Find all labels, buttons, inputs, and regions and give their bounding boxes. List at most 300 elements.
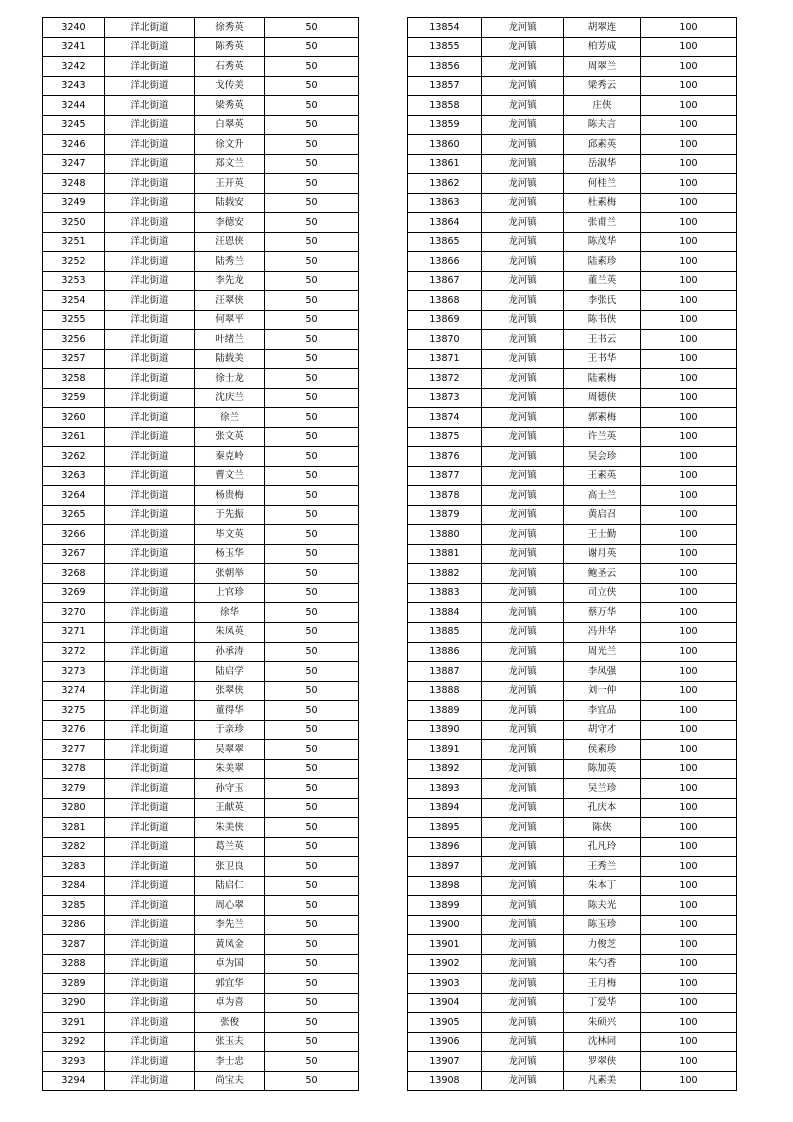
table-row (43, 252, 359, 272)
amount-cell: 50 (265, 876, 359, 896)
name-cell: 李凤强 (564, 662, 641, 682)
name-cell: 石秀英 (195, 57, 265, 77)
region-cell: 龙河镇 (482, 564, 564, 584)
serial-number-cell: 3291 (43, 1013, 105, 1033)
name-cell: 董兰英 (564, 271, 641, 291)
table-row (43, 857, 359, 877)
name-cell: 于先振 (195, 505, 265, 525)
serial-number-cell: 3241 (43, 37, 105, 57)
amount-cell: 50 (265, 486, 359, 506)
region-cell: 龙河镇 (482, 779, 564, 799)
table-row (408, 115, 737, 135)
serial-number-cell: 13872 (408, 369, 482, 389)
amount-cell: 50 (265, 1052, 359, 1072)
region-cell: 洋北街道 (105, 603, 195, 623)
region-cell: 洋北街道 (105, 818, 195, 838)
serial-number-cell: 13894 (408, 798, 482, 818)
table-row (43, 935, 359, 955)
table-row (43, 876, 359, 896)
name-cell: 沈林同 (564, 1032, 641, 1052)
region-cell: 龙河镇 (482, 18, 564, 38)
region-cell: 龙河镇 (482, 876, 564, 896)
name-cell: 王开英 (195, 174, 265, 194)
name-cell: 梁秀英 (195, 96, 265, 116)
name-cell: 吴会珍 (564, 447, 641, 467)
amount-cell: 50 (265, 330, 359, 350)
name-cell: 邱素英 (564, 135, 641, 155)
region-cell: 洋北街道 (105, 993, 195, 1013)
serial-number-cell: 3276 (43, 720, 105, 740)
serial-number-cell: 3260 (43, 408, 105, 428)
amount-cell: 100 (641, 603, 737, 623)
region-cell: 龙河镇 (482, 37, 564, 57)
amount-cell: 100 (641, 18, 737, 38)
amount-cell: 100 (641, 544, 737, 564)
table-row (43, 154, 359, 174)
region-cell: 龙河镇 (482, 798, 564, 818)
region-cell: 洋北街道 (105, 486, 195, 506)
name-cell: 王士勤 (564, 525, 641, 545)
serial-number-cell: 3259 (43, 388, 105, 408)
serial-number-cell: 13868 (408, 291, 482, 311)
left-roster-body (43, 18, 359, 1091)
amount-cell: 50 (265, 818, 359, 838)
amount-cell: 100 (641, 115, 737, 135)
amount-cell: 50 (265, 603, 359, 623)
table-row (408, 271, 737, 291)
name-cell: 柏芳成 (564, 37, 641, 57)
name-cell: 陆载安 (195, 193, 265, 213)
serial-number-cell: 13861 (408, 154, 482, 174)
table-row (43, 349, 359, 369)
amount-cell: 100 (641, 96, 737, 116)
table-row (43, 662, 359, 682)
table-row (408, 544, 737, 564)
serial-number-cell: 13856 (408, 57, 482, 77)
table-row (408, 837, 737, 857)
right-roster-table (407, 17, 737, 1091)
name-cell: 郑文兰 (195, 154, 265, 174)
serial-number-cell: 3272 (43, 642, 105, 662)
name-cell: 杨玉华 (195, 544, 265, 564)
serial-number-cell: 3283 (43, 857, 105, 877)
table-row (408, 466, 737, 486)
name-cell: 秦克岭 (195, 447, 265, 467)
amount-cell: 100 (641, 818, 737, 838)
name-cell: 胡翠连 (564, 18, 641, 38)
region-cell: 龙河镇 (482, 252, 564, 272)
region-cell: 龙河镇 (482, 1032, 564, 1052)
serial-number-cell: 3290 (43, 993, 105, 1013)
serial-number-cell: 13887 (408, 662, 482, 682)
amount-cell: 100 (641, 798, 737, 818)
amount-cell: 50 (265, 252, 359, 272)
serial-number-cell: 3286 (43, 915, 105, 935)
serial-number-cell: 13881 (408, 544, 482, 564)
serial-number-cell: 13860 (408, 135, 482, 155)
name-cell: 孔凡玲 (564, 837, 641, 857)
amount-cell: 100 (641, 388, 737, 408)
serial-number-cell: 13907 (408, 1052, 482, 1072)
region-cell: 洋北街道 (105, 427, 195, 447)
amount-cell: 50 (265, 310, 359, 330)
serial-number-cell: 13902 (408, 954, 482, 974)
region-cell: 龙河镇 (482, 408, 564, 428)
serial-number-cell: 3273 (43, 662, 105, 682)
name-cell: 李先兰 (195, 915, 265, 935)
serial-number-cell: 3250 (43, 213, 105, 233)
name-cell: 李德安 (195, 213, 265, 233)
serial-number-cell: 13885 (408, 622, 482, 642)
region-cell: 洋北街道 (105, 779, 195, 799)
amount-cell: 100 (641, 662, 737, 682)
serial-number-cell: 3263 (43, 466, 105, 486)
table-row (408, 740, 737, 760)
serial-number-cell: 3294 (43, 1071, 105, 1091)
serial-number-cell: 3279 (43, 779, 105, 799)
serial-number-cell: 13900 (408, 915, 482, 935)
name-cell: 岳淑华 (564, 154, 641, 174)
amount-cell: 100 (641, 291, 737, 311)
serial-number-cell: 13876 (408, 447, 482, 467)
name-cell: 毕文英 (195, 525, 265, 545)
table-row (43, 915, 359, 935)
amount-cell: 50 (265, 779, 359, 799)
serial-number-cell: 3253 (43, 271, 105, 291)
name-cell: 汪翠侠 (195, 291, 265, 311)
serial-number-cell: 3288 (43, 954, 105, 974)
region-cell: 洋北街道 (105, 662, 195, 682)
table-row (43, 798, 359, 818)
table-row (43, 759, 359, 779)
table-row (43, 837, 359, 857)
region-cell: 洋北街道 (105, 349, 195, 369)
amount-cell: 100 (641, 681, 737, 701)
name-cell: 朱本丁 (564, 876, 641, 896)
amount-cell: 100 (641, 857, 737, 877)
amount-cell: 50 (265, 193, 359, 213)
serial-number-cell: 3287 (43, 935, 105, 955)
table-row (408, 779, 737, 799)
region-cell: 洋北街道 (105, 701, 195, 721)
region-cell: 洋北街道 (105, 544, 195, 564)
table-row (43, 271, 359, 291)
amount-cell: 50 (265, 740, 359, 760)
serial-number-cell: 13892 (408, 759, 482, 779)
serial-number-cell: 3282 (43, 837, 105, 857)
name-cell: 上官珍 (195, 583, 265, 603)
table-row (43, 642, 359, 662)
name-cell: 鲍圣云 (564, 564, 641, 584)
name-cell: 朱美翠 (195, 759, 265, 779)
region-cell: 洋北街道 (105, 915, 195, 935)
name-cell: 陈书侠 (564, 310, 641, 330)
serial-number-cell: 3285 (43, 896, 105, 916)
serial-number-cell: 13899 (408, 896, 482, 916)
region-cell: 龙河镇 (482, 720, 564, 740)
table-row (43, 135, 359, 155)
amount-cell: 100 (641, 76, 737, 96)
amount-cell: 100 (641, 837, 737, 857)
serial-number-cell: 3242 (43, 57, 105, 77)
serial-number-cell: 13908 (408, 1071, 482, 1091)
region-cell: 洋北街道 (105, 18, 195, 38)
amount-cell: 50 (265, 96, 359, 116)
serial-number-cell: 3262 (43, 447, 105, 467)
serial-number-cell: 13882 (408, 564, 482, 584)
table-row (43, 603, 359, 623)
amount-cell: 50 (265, 974, 359, 994)
amount-cell: 50 (265, 935, 359, 955)
amount-cell: 100 (641, 271, 737, 291)
table-row (408, 935, 737, 955)
amount-cell: 100 (641, 740, 737, 760)
amount-cell: 100 (641, 174, 737, 194)
region-cell: 洋北街道 (105, 974, 195, 994)
region-cell: 龙河镇 (482, 915, 564, 935)
name-cell: 葛兰英 (195, 837, 265, 857)
table-row (408, 915, 737, 935)
table-row (43, 174, 359, 194)
region-cell: 洋北街道 (105, 896, 195, 916)
amount-cell: 100 (641, 564, 737, 584)
table-row (43, 720, 359, 740)
table-row (43, 37, 359, 57)
amount-cell: 50 (265, 1013, 359, 1033)
region-cell: 龙河镇 (482, 759, 564, 779)
region-cell: 龙河镇 (482, 115, 564, 135)
name-cell: 王秀兰 (564, 857, 641, 877)
amount-cell: 50 (265, 1071, 359, 1091)
amount-cell: 50 (265, 759, 359, 779)
amount-cell: 50 (265, 37, 359, 57)
name-cell: 徐文升 (195, 135, 265, 155)
amount-cell: 50 (265, 174, 359, 194)
name-cell: 司立侠 (564, 583, 641, 603)
name-cell: 李士忠 (195, 1052, 265, 1072)
name-cell: 曹文兰 (195, 466, 265, 486)
serial-number-cell: 13874 (408, 408, 482, 428)
region-cell: 龙河镇 (482, 993, 564, 1013)
table-row (408, 896, 737, 916)
table-row (43, 193, 359, 213)
serial-number-cell: 13906 (408, 1032, 482, 1052)
serial-number-cell: 13873 (408, 388, 482, 408)
table-row (43, 564, 359, 584)
region-cell: 龙河镇 (482, 603, 564, 623)
table-row (408, 642, 737, 662)
amount-cell: 50 (265, 915, 359, 935)
region-cell: 洋北街道 (105, 505, 195, 525)
table-row (408, 622, 737, 642)
region-cell: 龙河镇 (482, 857, 564, 877)
amount-cell: 100 (641, 486, 737, 506)
serial-number-cell: 13859 (408, 115, 482, 135)
table-row (43, 1013, 359, 1033)
region-cell: 龙河镇 (482, 1052, 564, 1072)
name-cell: 黄凤金 (195, 935, 265, 955)
amount-cell: 100 (641, 935, 737, 955)
name-cell: 高士兰 (564, 486, 641, 506)
table-row (43, 18, 359, 38)
serial-number-cell: 13867 (408, 271, 482, 291)
name-cell: 于亲珍 (195, 720, 265, 740)
region-cell: 洋北街道 (105, 388, 195, 408)
region-cell: 洋北街道 (105, 408, 195, 428)
name-cell: 徐华 (195, 603, 265, 623)
amount-cell: 50 (265, 232, 359, 252)
name-cell: 徐士龙 (195, 369, 265, 389)
amount-cell: 100 (641, 701, 737, 721)
name-cell: 李宜品 (564, 701, 641, 721)
table-row (43, 505, 359, 525)
name-cell: 周翠兰 (564, 57, 641, 77)
serial-number-cell: 3266 (43, 525, 105, 545)
name-cell: 吴翠翠 (195, 740, 265, 760)
serial-number-cell: 3249 (43, 193, 105, 213)
region-cell: 洋北街道 (105, 720, 195, 740)
table-row (408, 857, 737, 877)
name-cell: 王书华 (564, 349, 641, 369)
table-row (408, 701, 737, 721)
amount-cell: 50 (265, 408, 359, 428)
name-cell: 陈茂华 (564, 232, 641, 252)
table-row (408, 427, 737, 447)
region-cell: 龙河镇 (482, 330, 564, 350)
table-row (43, 1032, 359, 1052)
table-row (408, 720, 737, 740)
serial-number-cell: 3251 (43, 232, 105, 252)
serial-number-cell: 3267 (43, 544, 105, 564)
table-row (408, 876, 737, 896)
amount-cell: 100 (641, 720, 737, 740)
region-cell: 洋北街道 (105, 876, 195, 896)
table-row (43, 1052, 359, 1072)
table-row (43, 369, 359, 389)
serial-number-cell: 13903 (408, 974, 482, 994)
table-row (408, 310, 737, 330)
serial-number-cell: 13898 (408, 876, 482, 896)
name-cell: 郭素梅 (564, 408, 641, 428)
serial-number-cell: 3275 (43, 701, 105, 721)
region-cell: 洋北街道 (105, 798, 195, 818)
region-cell: 洋北街道 (105, 447, 195, 467)
table-row (43, 583, 359, 603)
name-cell: 陈夫光 (564, 896, 641, 916)
name-cell: 张翠侠 (195, 681, 265, 701)
serial-number-cell: 3256 (43, 330, 105, 350)
amount-cell: 100 (641, 759, 737, 779)
region-cell: 龙河镇 (482, 57, 564, 77)
name-cell: 李先龙 (195, 271, 265, 291)
region-cell: 龙河镇 (482, 213, 564, 233)
serial-number-cell: 13896 (408, 837, 482, 857)
table-row (43, 115, 359, 135)
table-row (43, 544, 359, 564)
region-cell: 洋北街道 (105, 213, 195, 233)
table-row (408, 1052, 737, 1072)
serial-number-cell: 3240 (43, 18, 105, 38)
region-cell: 洋北街道 (105, 115, 195, 135)
region-cell: 洋北街道 (105, 681, 195, 701)
amount-cell: 50 (265, 427, 359, 447)
table-row (408, 486, 737, 506)
region-cell: 洋北街道 (105, 369, 195, 389)
amount-cell: 50 (265, 857, 359, 877)
name-cell: 白翠英 (195, 115, 265, 135)
table-row (408, 96, 737, 116)
amount-cell: 100 (641, 896, 737, 916)
table-row (43, 993, 359, 1013)
name-cell: 凡素美 (564, 1071, 641, 1091)
region-cell: 洋北街道 (105, 954, 195, 974)
region-cell: 龙河镇 (482, 193, 564, 213)
region-cell: 龙河镇 (482, 466, 564, 486)
region-cell: 龙河镇 (482, 369, 564, 389)
region-cell: 龙河镇 (482, 954, 564, 974)
region-cell: 龙河镇 (482, 837, 564, 857)
amount-cell: 100 (641, 193, 737, 213)
region-cell: 龙河镇 (482, 271, 564, 291)
serial-number-cell: 13897 (408, 857, 482, 877)
table-row (408, 447, 737, 467)
table-row (43, 701, 359, 721)
amount-cell: 50 (265, 291, 359, 311)
name-cell: 丁爱华 (564, 993, 641, 1013)
left-roster-table (42, 17, 359, 1091)
name-cell: 陈夫言 (564, 115, 641, 135)
region-cell: 龙河镇 (482, 935, 564, 955)
region-cell: 龙河镇 (482, 662, 564, 682)
name-cell: 张朝举 (195, 564, 265, 584)
amount-cell: 100 (641, 232, 737, 252)
serial-number-cell: 13878 (408, 486, 482, 506)
table-row (408, 388, 737, 408)
name-cell: 蔡万华 (564, 603, 641, 623)
amount-cell: 50 (265, 583, 359, 603)
table-row (408, 974, 737, 994)
region-cell: 洋北街道 (105, 622, 195, 642)
serial-number-cell: 13865 (408, 232, 482, 252)
table-row (43, 330, 359, 350)
name-cell: 朱凤英 (195, 622, 265, 642)
name-cell: 何桂兰 (564, 174, 641, 194)
amount-cell: 50 (265, 466, 359, 486)
table-row (408, 18, 737, 38)
serial-number-cell: 13875 (408, 427, 482, 447)
amount-cell: 50 (265, 57, 359, 77)
table-row (408, 1013, 737, 1033)
amount-cell: 50 (265, 642, 359, 662)
region-cell: 洋北街道 (105, 310, 195, 330)
amount-cell: 100 (641, 349, 737, 369)
serial-number-cell: 13904 (408, 993, 482, 1013)
name-cell: 黄启召 (564, 505, 641, 525)
serial-number-cell: 13854 (408, 18, 482, 38)
table-row (43, 954, 359, 974)
name-cell: 郭宜华 (195, 974, 265, 994)
table-row (408, 759, 737, 779)
table-row (408, 154, 737, 174)
serial-number-cell: 3246 (43, 135, 105, 155)
name-cell: 王书云 (564, 330, 641, 350)
amount-cell: 50 (265, 271, 359, 291)
table-row (43, 408, 359, 428)
table-row (43, 96, 359, 116)
amount-cell: 100 (641, 408, 737, 428)
amount-cell: 50 (265, 837, 359, 857)
serial-number-cell: 3261 (43, 427, 105, 447)
